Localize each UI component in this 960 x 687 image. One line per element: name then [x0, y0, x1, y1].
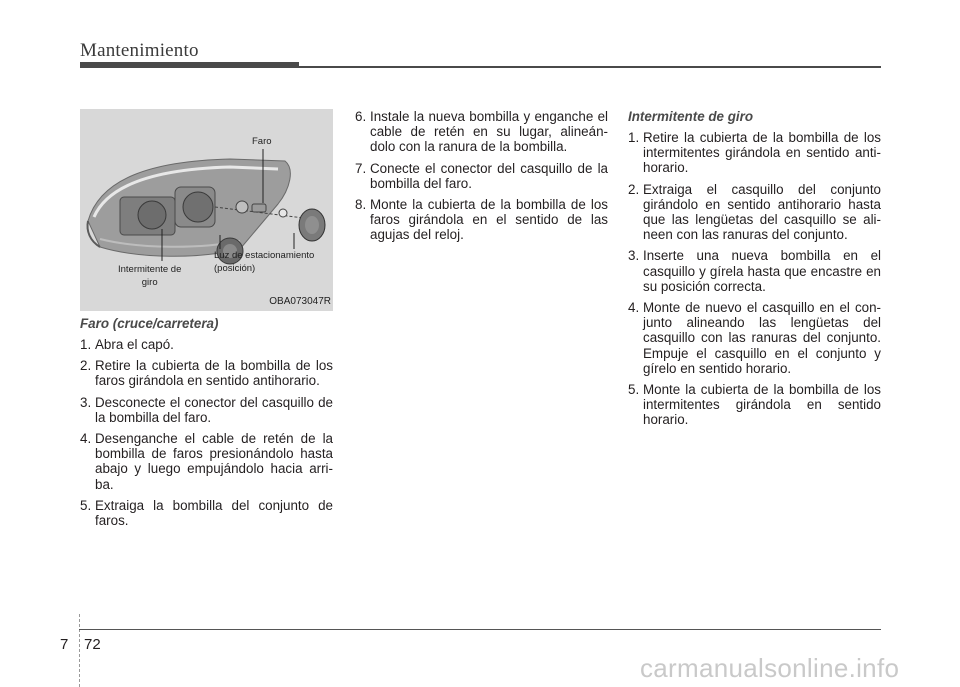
footer-vertical-rule [79, 614, 80, 687]
section-faro [80, 316, 333, 534]
headlamp-figure [80, 109, 333, 311]
steps-faro [80, 337, 333, 528]
step-item [628, 130, 881, 176]
heading-intermitente: Intermitente de giro [628, 109, 753, 124]
step-number: 3. [628, 248, 640, 264]
step-text: Inserte una nueva bombilla en el casquillo y gírela hasta que encastre en su posición correcta. [643, 248, 881, 294]
step-number: 4. [628, 300, 640, 316]
step-text: Retire la cubierta de la bombilla de los faros girándola en sentido antihorario. [95, 358, 333, 389]
heading-faro: Faro (cruce/carretera) [80, 316, 219, 331]
footer-rule [79, 629, 881, 630]
section-faro-cont [355, 109, 608, 249]
section-intermitente [628, 109, 881, 434]
step-text: Monte de nuevo el casquillo en el con- junto alineando las lengüetas del casquillo con las ranuras del conjunto. Empuje el casquillo en el conjunto y gírelo en sentido horario. [643, 300, 881, 376]
step-number: 2. [628, 181, 640, 197]
step-text: Instale la nueva bombilla y enganche el cable de retén en su lugar, alineán- dolo con la ranura de la bombilla. [370, 109, 608, 155]
step-item [80, 395, 333, 425]
step-item [355, 197, 608, 243]
step-number: 5. [80, 497, 92, 513]
step-number: 5. [628, 382, 640, 398]
watermark-text: carmanualsonline.info [640, 653, 900, 683]
step-text: Desconecte el conector del casquillo de la bombilla del faro. [95, 394, 333, 425]
step-text: Extraiga el casquillo del conjunto girándolo en sentido antihorario hasta que las lengüetas del casquillo se ali- neen con las ranuras del conjunto. [643, 181, 881, 243]
step-text: Conecte el conector del casquillo de la bombilla del faro. [370, 160, 608, 191]
step-item [628, 248, 881, 294]
page-number: 72 [84, 636, 101, 653]
step-item [80, 498, 333, 528]
step-number: 3. [80, 394, 92, 410]
step-number: 1. [628, 130, 640, 145]
step-text: Monte la cubierta de la bombilla de los faros girándola en el sentido de las agujas del reloj. [370, 197, 608, 243]
step-number: 8. [355, 197, 367, 213]
label-intermitente: Intermitente de giro [118, 264, 182, 288]
figure-code: OBA073047R [269, 296, 331, 307]
chapter-number: 7 [60, 636, 69, 653]
step-text: Extraiga la bombilla del conjunto de faros. [95, 497, 333, 529]
step-number: 2. [80, 358, 92, 374]
step-number: 4. [80, 431, 92, 447]
header-rule-thin [299, 66, 881, 68]
step-item [80, 337, 333, 352]
step-number: 6. [355, 109, 367, 124]
step-text: Abra el capó. [95, 337, 174, 352]
step-item [628, 300, 881, 376]
step-text: Desenganche el cable de retén de la bombilla de faros presionándolo hasta abajo y luego empujándolo hacia arri- ba. [95, 431, 333, 492]
step-item [80, 431, 333, 492]
label-faro: Faro [252, 136, 272, 147]
step-number: 1. [80, 337, 92, 352]
section-title: Mantenimiento [80, 40, 199, 61]
step-item [355, 161, 608, 191]
label-luz-estacionamiento: Luz de estacionamiento (posición) [214, 250, 315, 274]
step-item [628, 382, 881, 428]
step-text: Monte la cubierta de la bombilla de los intermitentes girándola en sentido horario. [643, 382, 881, 428]
step-item [355, 109, 608, 155]
header-rule-thick [80, 62, 299, 68]
step-number: 7. [355, 160, 367, 176]
steps-intermitente [628, 130, 881, 428]
step-item [628, 182, 881, 243]
step-text: Retire la cubierta de la bombilla de los intermitentes girándola en sentido anti- horario. [643, 130, 881, 176]
steps-faro-cont [355, 109, 608, 243]
step-item [80, 358, 333, 388]
